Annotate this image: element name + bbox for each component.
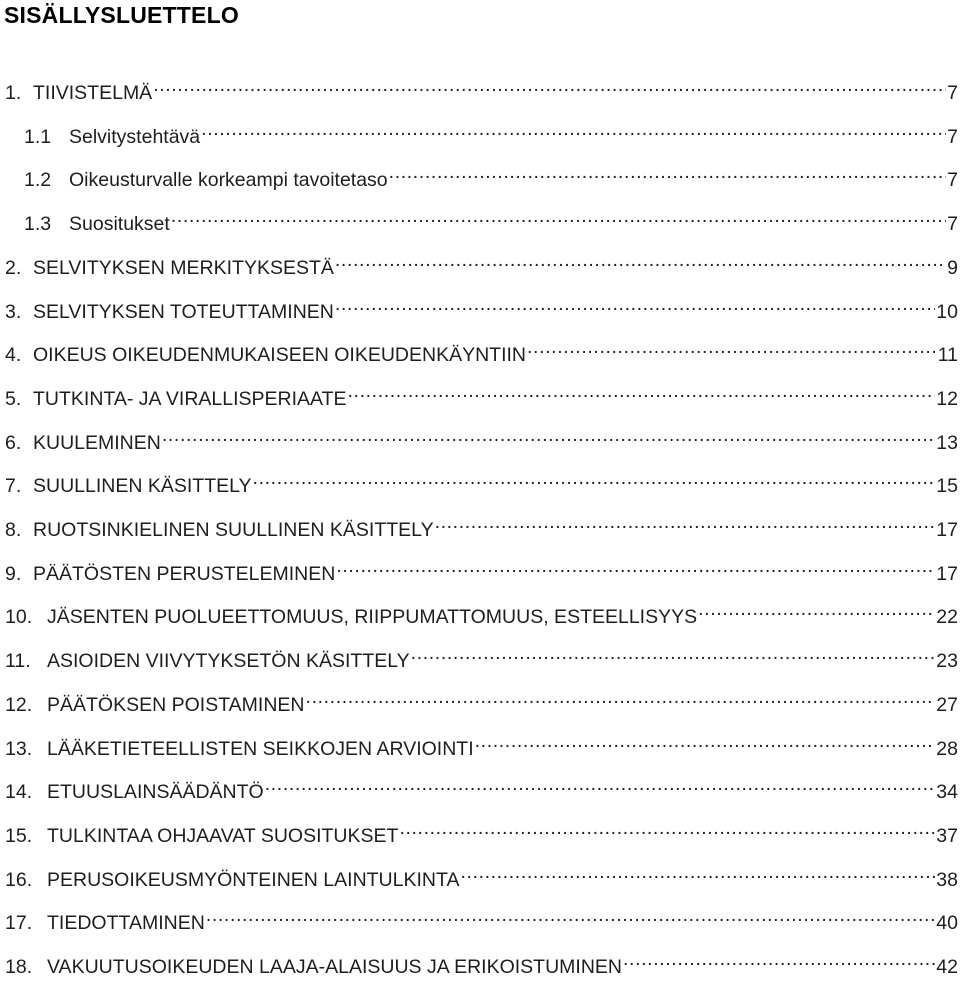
toc-dot-leader <box>171 202 946 230</box>
toc-entry[interactable] <box>5 683 958 716</box>
toc-entry-page: 7 <box>947 126 958 148</box>
toc-entry-number: 5. <box>5 388 22 410</box>
toc-dot-leader <box>475 727 936 755</box>
toc-entry-page: 27 <box>936 694 958 716</box>
toc-entry-number: 1.1 <box>24 126 52 148</box>
toc-entry-number: 13. <box>5 738 33 760</box>
toc-entry-title: SELVITYKSEN TOTEUTTAMINEN <box>33 301 334 323</box>
toc-entry-number: 16. <box>5 869 33 891</box>
toc-entry-number: 1. <box>5 82 22 104</box>
toc-entry-number: 11. <box>5 650 31 672</box>
toc-entry-page: 23 <box>936 650 958 672</box>
toc-entry-title: TUTKINTA- JA VIRALLISPERIAATE <box>33 388 347 410</box>
toc-entry-page: 12 <box>936 388 958 410</box>
toc-entry-title: RUOTSINKIELINEN SUULLINEN KÄSITTELY <box>33 519 434 541</box>
toc-entry[interactable] <box>5 639 958 672</box>
toc-entry-number: 6. <box>5 432 22 454</box>
toc-entry-page: 10 <box>936 301 958 323</box>
toc-entry-title: TIEDOTTAMINEN <box>47 912 205 934</box>
toc-entry[interactable] <box>5 595 958 628</box>
toc-entry-title: LÄÄKETIETEELLISTEN SEIKKOJEN ARVIOINTI <box>47 738 474 760</box>
toc-entry-title: KUULEMINEN <box>33 432 161 454</box>
toc-entry-number: 4. <box>5 344 22 366</box>
toc-entry-title: ETUUSLAINSÄÄDÄNTÖ <box>47 781 264 803</box>
toc-entry[interactable] <box>5 333 958 366</box>
toc-entry[interactable] <box>5 290 958 323</box>
toc-entry-page: 13 <box>936 432 958 454</box>
toc-entry-page: 37 <box>936 825 958 847</box>
toc-dot-leader <box>162 421 935 449</box>
toc-entry-title: ASIOIDEN VIIVYTYKSETÖN KÄSITTELY <box>47 650 410 672</box>
toc-entry-page: 17 <box>936 563 958 585</box>
toc-dot-leader <box>411 639 936 667</box>
toc-entry[interactable] <box>24 202 958 235</box>
toc-dot-leader <box>348 377 936 405</box>
toc-entry[interactable] <box>5 552 958 585</box>
toc-dot-leader <box>527 333 937 361</box>
toc-dot-leader <box>253 464 936 492</box>
toc-entry-title: JÄSENTEN PUOLUEETTOMUUS, RIIPPUMATTOMUUS, ESTEELLISYYS <box>47 606 698 628</box>
toc-entry-title: PÄÄTÖSTEN PERUSTELEMINEN <box>33 563 336 585</box>
toc-entry-number: 9. <box>5 563 22 585</box>
toc-entry-page: 38 <box>936 869 958 891</box>
toc-entry-number: 1.3 <box>24 213 52 235</box>
toc-dot-leader <box>399 814 935 842</box>
toc-dot-leader <box>201 115 946 143</box>
toc-entry-page: 40 <box>936 912 958 934</box>
toc-entry-title: Oikeusturvalle korkeampi tavoitetaso <box>69 169 388 191</box>
toc-dot-leader <box>265 770 936 798</box>
toc-entry[interactable] <box>24 115 958 148</box>
toc-entry-page: 42 <box>936 956 958 978</box>
toc-entry[interactable] <box>5 508 958 541</box>
toc-dot-leader <box>336 552 935 580</box>
toc-entry-number: 2. <box>5 257 22 279</box>
toc-dot-leader <box>435 508 936 536</box>
toc-dot-leader <box>335 290 935 318</box>
toc-entry-page: 9 <box>947 257 958 279</box>
toc-entry-title: VAKUUTUSOIKEUDEN LAAJA-ALAISUUS JA ERIKOISTUMINEN <box>47 956 623 978</box>
toc-entry-page: 17 <box>936 519 958 541</box>
toc-entry-number: 10. <box>5 606 33 628</box>
toc-entry-title: SELVITYKSEN MERKITYKSESTÄ <box>33 257 334 279</box>
toc-dot-leader <box>389 158 946 186</box>
toc-entry-title: TIIVISTELMÄ <box>33 82 153 104</box>
toc-entry[interactable] <box>5 770 958 803</box>
toc-entry[interactable] <box>5 814 958 847</box>
toc-entry-title: SUULLINEN KÄSITTELY <box>33 475 252 497</box>
toc-entry-title: Suositukset <box>69 213 170 235</box>
toc-entry-page: 34 <box>936 781 958 803</box>
toc-dot-leader <box>460 858 935 886</box>
toc-dot-leader <box>153 71 946 99</box>
toc-entry[interactable] <box>5 421 958 454</box>
toc-entry[interactable] <box>5 246 958 279</box>
toc-dot-leader <box>206 901 935 929</box>
toc-entry-number: 3. <box>5 301 22 323</box>
toc-entry[interactable] <box>5 901 958 934</box>
toc-dot-leader <box>335 246 946 274</box>
toc-entry-number: 8. <box>5 519 22 541</box>
toc-entry-title: Selvitystehtävä <box>69 126 201 148</box>
toc-entry-page: 11 <box>937 344 958 366</box>
toc-entry-number: 14. <box>5 781 33 803</box>
toc-entry-title: TULKINTAA OHJAAVAT SUOSITUKSET <box>47 825 399 847</box>
toc-entry[interactable] <box>5 727 958 760</box>
toc-entry[interactable] <box>5 945 958 978</box>
toc-entry-number: 7. <box>5 475 22 497</box>
toc-entry-page: 7 <box>947 169 958 191</box>
toc-entry-number: 12. <box>5 694 33 716</box>
toc-dot-leader <box>306 683 936 711</box>
toc-title: SISÄLLYSLUETTELO <box>4 2 239 28</box>
toc-entry[interactable] <box>5 858 958 891</box>
toc-dot-leader <box>698 595 935 623</box>
toc-dot-leader <box>623 945 935 973</box>
toc-entry-title: PÄÄTÖKSEN POISTAMINEN <box>47 694 305 716</box>
toc-entry-number: 15. <box>5 825 33 847</box>
toc-entry-page: 15 <box>936 475 958 497</box>
toc-entry[interactable] <box>5 464 958 497</box>
toc-entry[interactable] <box>5 71 958 104</box>
toc-entry[interactable] <box>5 377 958 410</box>
toc-entry-title: PERUSOIKEUSMYÖNTEINEN LAINTULKINTA <box>47 869 460 891</box>
toc-entry-number: 1.2 <box>24 169 52 191</box>
toc-entry-number: 18. <box>5 956 33 978</box>
toc-entry-page: 7 <box>947 213 958 235</box>
toc-entry-page: 7 <box>947 82 958 104</box>
toc-entry-page: 28 <box>936 738 958 760</box>
toc-entry-number: 17. <box>5 912 33 934</box>
toc-entry-page: 22 <box>936 606 958 628</box>
toc-entry-title: OIKEUS OIKEUDENMUKAISEEN OIKEUDENKÄYNTIIN <box>33 344 527 366</box>
toc-entry[interactable] <box>24 158 958 191</box>
